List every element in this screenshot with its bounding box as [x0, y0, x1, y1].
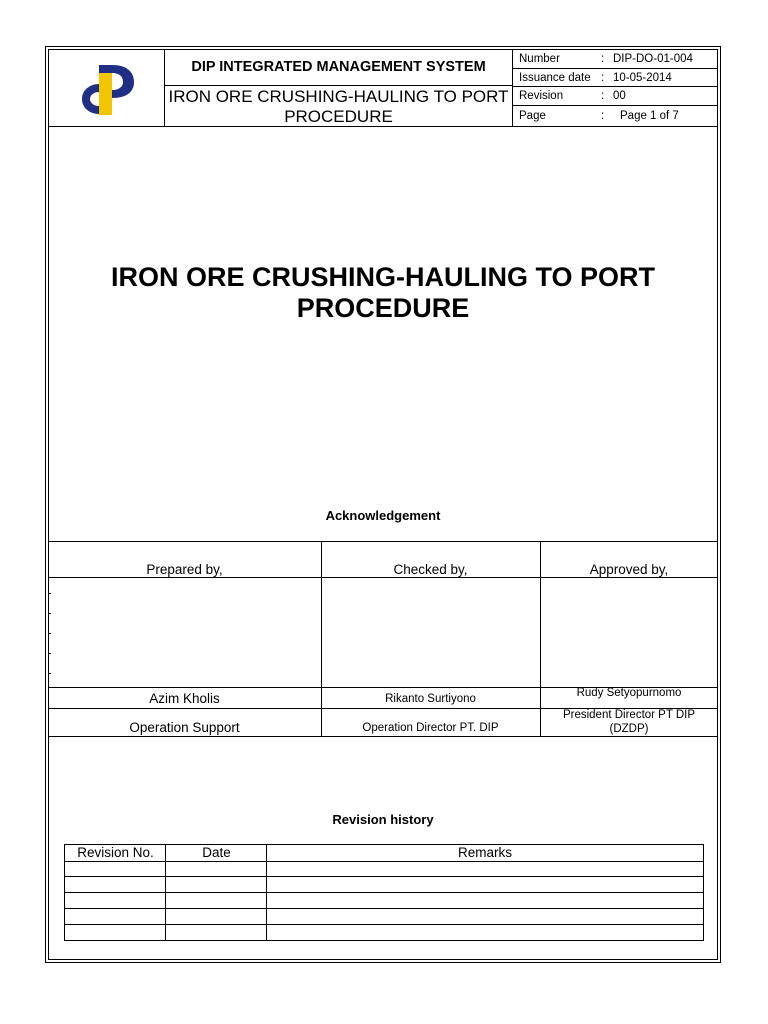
meta-row-page [513, 106, 718, 127]
revision-no-header: Revision No. [77, 845, 154, 860]
table-row [65, 908, 703, 909]
table-line [48, 541, 718, 542]
signature-area-prepared [48, 578, 321, 687]
meta-row-issuance-date [513, 69, 718, 87]
prepared-by-label: Prepared by, [146, 562, 223, 577]
checker-position: Operation Director PT. DIP [362, 722, 499, 734]
acknowledgement-heading: Acknowledgement [325, 508, 441, 523]
meta-colon: : [601, 110, 605, 122]
meta-value: DIP-DO-01-004 [613, 53, 693, 65]
approver-position [540, 708, 718, 736]
meta-colon: : [601, 53, 605, 65]
signature-area-checked [322, 578, 540, 687]
margin-tick [48, 593, 51, 594]
margin-tick [48, 633, 51, 634]
checked-by-label: Checked by, [393, 562, 468, 577]
document-title [48, 262, 718, 324]
meta-label: Issuance date [519, 72, 591, 84]
document-meta-table [513, 49, 718, 127]
table-row [65, 861, 703, 862]
date-header: Date [202, 845, 231, 860]
meta-colon: : [601, 72, 605, 84]
table-row [65, 876, 703, 877]
company-logo [78, 61, 138, 121]
meta-value: 10-05-2014 [613, 72, 672, 84]
company-logo-cell [48, 49, 165, 127]
meta-label: Page [519, 110, 546, 122]
preparer-position: Operation Support [129, 720, 240, 735]
table-line [48, 736, 718, 737]
approved-by-label: Approved by, [589, 562, 669, 577]
approver-name: Rudy Setyopurnomo [576, 687, 682, 699]
revision-history-heading: Revision history [332, 812, 434, 827]
revision-history-table [64, 844, 704, 941]
preparer-name: Azim Kholis [149, 691, 220, 706]
approver-position-line-2: (DZDP) [609, 723, 649, 735]
meta-label: Revision [519, 90, 564, 102]
meta-value: 00 [613, 90, 626, 102]
document-title-line-2: PROCEDURE [296, 293, 470, 323]
logo-blue-d [82, 84, 99, 114]
table-row [65, 924, 703, 925]
document-title-line-1: IRON ORE CRUSHING-HAULING TO PORT [110, 262, 655, 292]
margin-tick [48, 613, 51, 614]
checker-name: Rikanto Surtiyono [385, 693, 476, 705]
table-row [65, 892, 703, 893]
system-name: DIP INTEGRATED MANAGEMENT SYSTEM [165, 49, 512, 86]
procedure-title-header: IRON ORE CRUSHING-HAULING TO PORT PROCEDURE [168, 87, 509, 126]
meta-colon: : [601, 90, 605, 102]
header-divider [48, 126, 718, 127]
approver-position-line-1: President Director PT DIP [562, 709, 696, 721]
header-title-cell [165, 49, 513, 127]
meta-label: Number [519, 53, 560, 65]
meta-row-number [513, 49, 718, 69]
signature-table [48, 541, 718, 737]
remarks-header: Remarks [457, 845, 512, 860]
margin-tick [48, 653, 51, 654]
margin-tick [48, 673, 51, 674]
meta-value: Page 1 of 7 [620, 110, 679, 122]
signature-area-approved [541, 578, 718, 687]
meta-row-revision [513, 87, 718, 106]
